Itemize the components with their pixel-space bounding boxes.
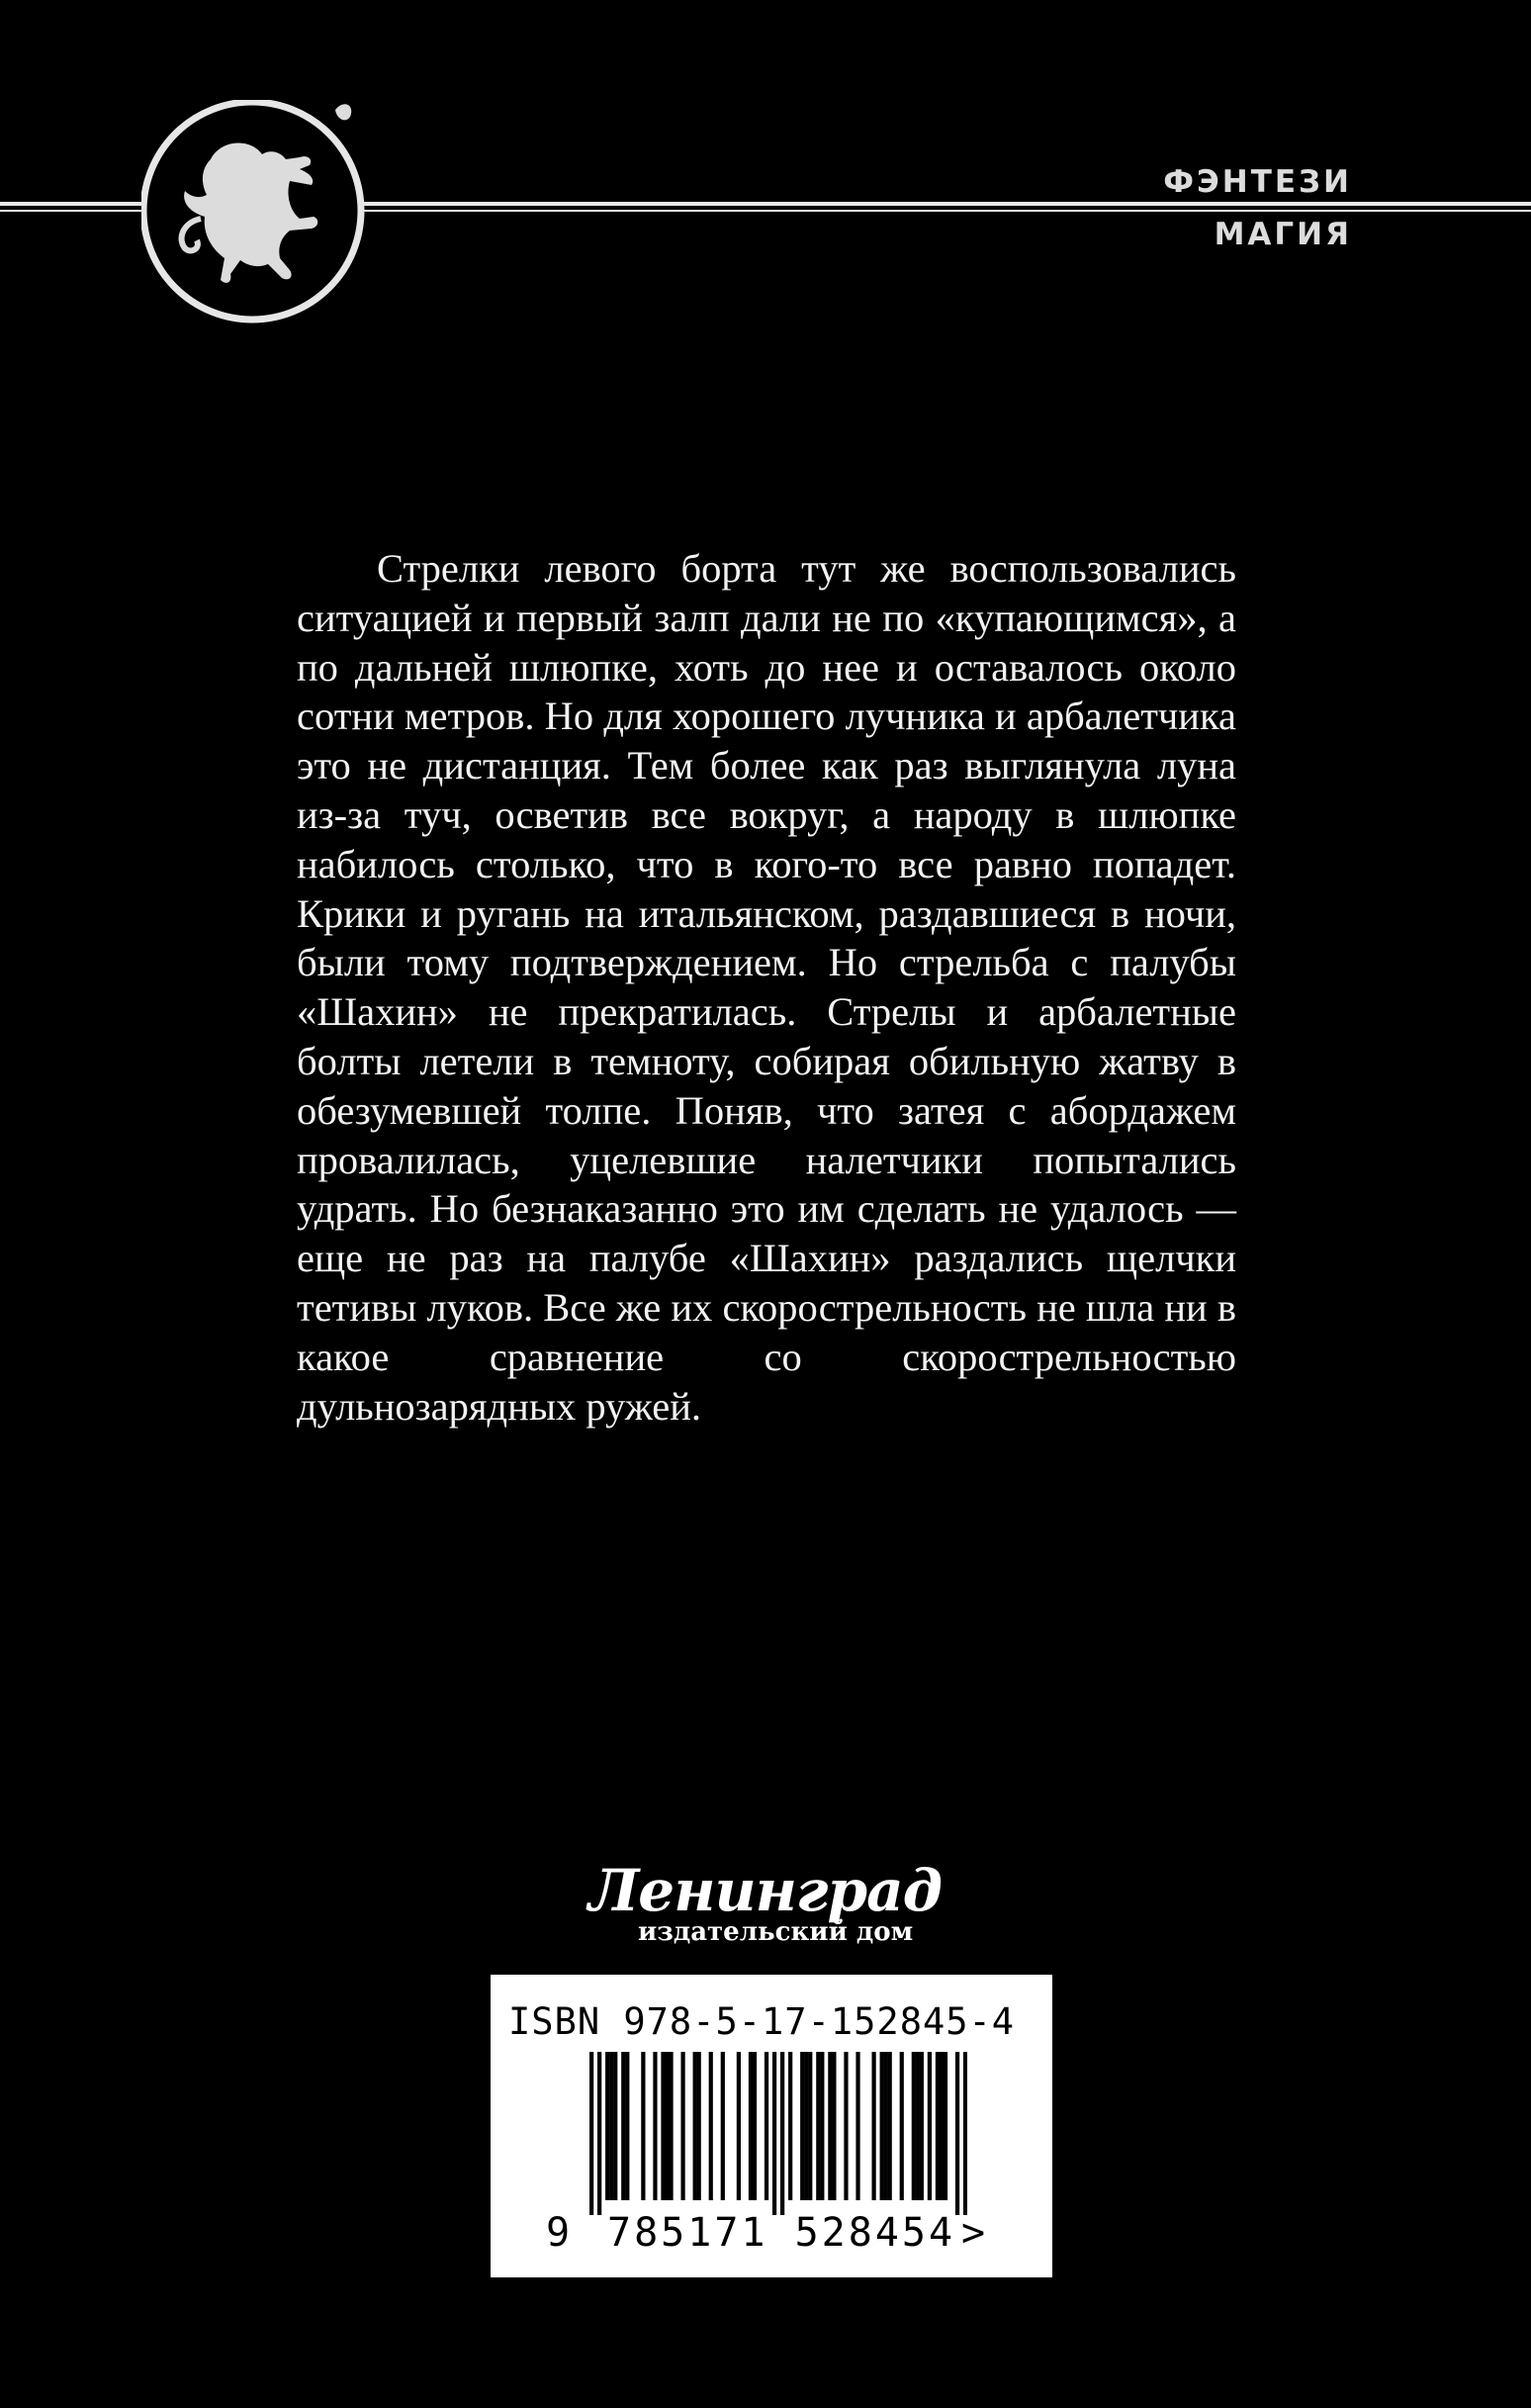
barcode-bar [749,2052,753,2200]
barcode-bar [820,2052,824,2200]
barcode-bar [944,2052,947,2200]
genre-magic: МАГИЯ [1214,217,1352,252]
barcode-bar [940,2052,944,2200]
barcode-bars [589,2052,967,2215]
barcode-bar [589,2052,593,2215]
barcode-arrow: > [961,2210,986,2256]
barcode-bar [753,2052,757,2200]
barcode-bar [800,2052,804,2200]
barcode-bar [780,2052,784,2215]
publisher-name: Ленинград [588,1857,943,1924]
barcode-bar [772,2052,776,2215]
barcode-bar [765,2052,768,2200]
barcode-bar [912,2052,916,2200]
barcode-bar [709,2052,713,2200]
barcode-bar [816,2052,820,2200]
barcode-bar [920,2052,924,2200]
genre-fantasy: ФЭНТЕЗИ [1163,164,1352,200]
publisher-logo [588,1857,954,1959]
barcode-bar [721,2052,725,2200]
barcode-bar [900,2052,904,2200]
barcode-bar [621,2052,625,2200]
barcode-bar [880,2052,884,2200]
barcode-bar [936,2052,940,2200]
barcode-first-digit: 9 [546,2210,571,2256]
barcode-bar [613,2052,617,2200]
isbn-barcode [491,1975,1052,2277]
barcode-bar [625,2052,629,2200]
barcode-bar [871,2052,875,2200]
barcode-bar [641,2052,645,2200]
barcode-bar [788,2052,792,2200]
barcode-bar [680,2052,684,2200]
barcode-bar [832,2052,836,2200]
barcode-bar [653,2052,657,2200]
barcode-bar [697,2052,701,2200]
barcode-bar [669,2052,673,2200]
barcode-bar [661,2052,665,2200]
back-cover-blurb [297,544,1236,1431]
barcode-bar [884,2052,888,2200]
barcode-bar [737,2052,741,2200]
barcode-bar [963,2052,967,2215]
barcode-bar [808,2052,812,2200]
barcode-bar [665,2052,669,2200]
barcode-bar [597,2052,601,2215]
barcode-bar [888,2052,892,2200]
barcode-digits: 785171 528454 [607,2210,956,2256]
barcode-bar [804,2052,808,2200]
barcode-bar [928,2052,932,2200]
barcode-bar [693,2052,697,2200]
barcode-bar [844,2052,848,2200]
publisher-subtitle: издательский дом [638,1917,914,1947]
barcode-bar [605,2052,609,2200]
barcode-bar [828,2052,832,2200]
isbn-label: ISBN 978-5-17-152845-4 [508,2000,1016,2043]
lion-emblem-icon [141,100,369,324]
barcode-bar [916,2052,920,2200]
barcode-bar [609,2052,613,2200]
barcode-bar [856,2052,859,2200]
barcode-bar [955,2052,959,2215]
blurb-paragraph: Стрелки левого борта тут же воспользовались ситуацией и первый залп дали не по «купающимся», а по дальней шлюпке, хоть до нее и оставалось около сотни метров. Но для хорошего лучника и арбалетчика это не дистанция. Тем более как раз выглянула луна из-за туч, осветив все вокруг, а народу в шлюпке набилось столько, что в кого-то все равно попадет. Крики и ругань на итальянском, раздавшиеся в ночи, были тому подтверждением. Но стрельба с палубы «Шахин» не прекратилась. Стрелы и арбалетные болты летели в темноту, собирая обильную жатву в обезумевшей толпе. Поняв, что затея с абордажем провалилась, уцелевшие налетчики попытались удрать. Но безнаказанно это им сделать не удалось — еще не раз на палубе «Шахин» раздались щелчки тетивы луков. Все же их скорострельность не шла ни в какое сравнение со скорострельностью дульнозарядных ружей. [297,546,1236,1429]
